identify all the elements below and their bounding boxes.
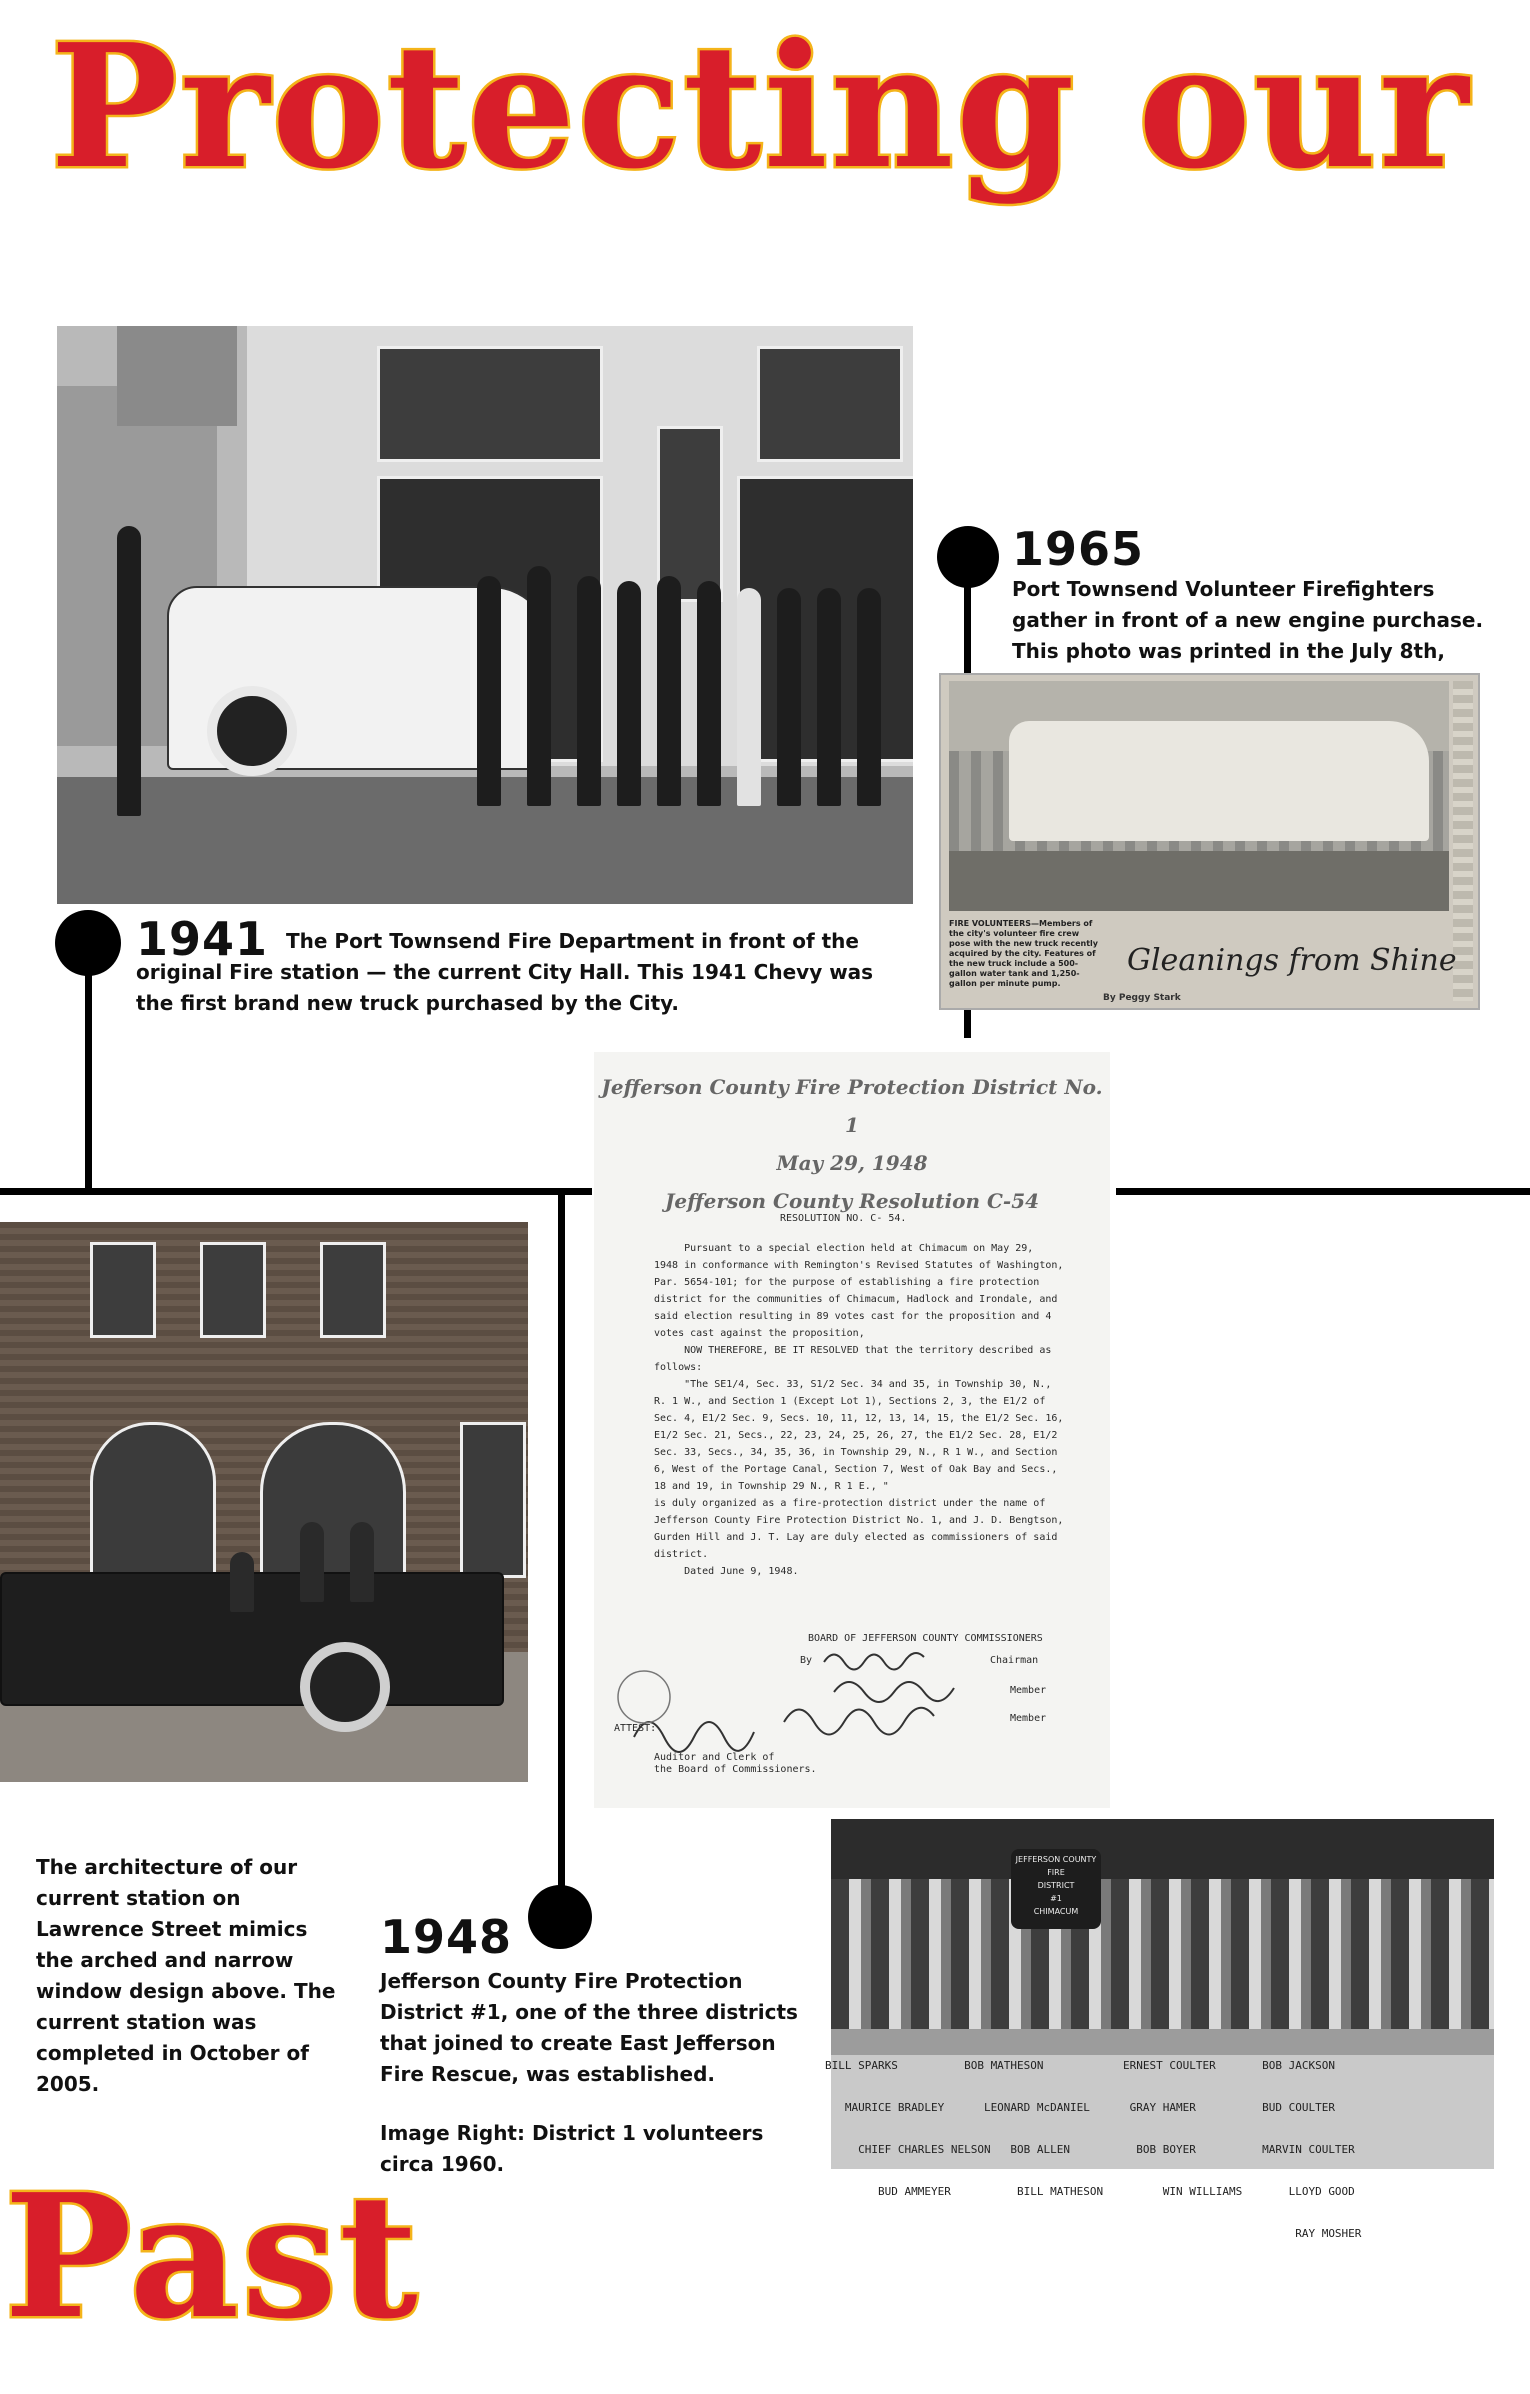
photo-1941-fire-department — [57, 326, 913, 904]
timeline-dot-1941 — [55, 910, 121, 976]
resolution-clerk: Auditor and Clerk of the Board of Commissioners. — [654, 1752, 817, 1775]
photo-1960-district-volunteers — [825, 1819, 1494, 2240]
resolution-signatures — [594, 1642, 1110, 1802]
resolution-header — [594, 1068, 1110, 1220]
timeline-main-right — [1116, 1188, 1530, 1195]
resolution-chairman: Chairman — [990, 1655, 1039, 1666]
timeline-stem-1941 — [85, 938, 92, 1192]
year-1965: 1965 — [1012, 522, 1145, 576]
resolution-board: BOARD OF JEFFERSON COUNTY COMMISSIONERS — [808, 1633, 1043, 1644]
caption-1948: Jefferson County Fire Protection District #1, one of the three districts that joined to create East Jefferson Fire Rescue, was established. — [380, 1969, 798, 2086]
resolution-by: By — [800, 1655, 813, 1666]
volunteer-roster — [825, 2031, 1361, 2269]
caption-1965: Port Townsend Volunteer Firefighters gather in front of a new engine purchase. This photo was printed in the July 8th, — [1012, 577, 1484, 663]
truck-door-label: JEFFERSON COUNTY FIRE DISTRICT #1 CHIMACUM — [1015, 1855, 1097, 1916]
year-1948: 1948 — [380, 1910, 513, 1964]
newspaper-byline: By Peggy Stark — [1103, 993, 1181, 1003]
headline-bottom: Past — [4, 2157, 420, 2357]
resolution-header-line-3: Jefferson County Resolution C-54 — [664, 1189, 1040, 1213]
resolution-number: RESOLUTION NO. C- 54. — [780, 1213, 907, 1224]
resolution-member-2: Member — [1010, 1713, 1047, 1724]
newspaper-photo-caption: FIRE VOLUNTEERS—Members of the city's volunteer fire crew pose with the new truck recently acquired by the city. Features of the new truck include a 500-gallon water tank and 1,250-gallon per minute pump. — [949, 919, 1098, 988]
roster-row-1: BILL SPARKS BOB MATHESON ERNEST COULTER BOB JACKSON — [825, 2059, 1335, 2072]
caption-architecture: The architecture of our current station on Lawrence Street mimics the arched and narrow window design above. The current station was completed in October of 2005. — [36, 1855, 336, 2096]
timeline-dot-1965 — [937, 526, 999, 588]
resolution-document — [594, 1052, 1110, 1808]
headline-top: Protecting our — [50, 7, 1471, 207]
newspaper-photo — [949, 681, 1449, 911]
timeline-stem-1948 — [558, 1190, 565, 1930]
roster-row-2: MAURICE BRADLEY LEONARD McDANIEL GRAY HAMER BUD COULTER — [825, 2101, 1335, 2114]
resolution-header-line-1: Jefferson County Fire Protection District No. 1 — [601, 1075, 1103, 1137]
roster-row-4: BUD AMMEYER BILL MATHESON WIN WILLIAMS LLOYD GOOD — [825, 2185, 1355, 2198]
resolution-member-1: Member — [1010, 1685, 1047, 1696]
year-1941: 1941 — [136, 912, 269, 966]
resolution-body: Pursuant to a special election held at Chimacum on May 29, 1948 in conformance with Remington's Revised Statutes of Washington, Par. 5654-101; for the purpose of establishing a fire protection district for the communities of Chimacum, Hadlock and Irondale, and said election resulting in 89 votes cast for the proposition and 4 votes cast against the proposition, NOW THEREFORE, BE IT RESOLVED that the territory described as follows: "The SE1/4, Sec. 33, S1/2 Sec. 34 and 35, in Township 30, N., R. 1 W., and Section 1 (Except Lot 1), Sections 2, 3, the E1/2 of Sec. 4, E1/2 Sec. 9, Secs. 10, 11, 12, 13, 14, 15, the E1/2 Sec. 16, E1/2 Sec. 21, Secs., 22, 23, 24, 25, 26, 27, the E1/2 Sec. 28, E1/2 Sec. 33, Secs., 34, 35, 36, in Township 29, N., R 1 W., and Section 6, West of the Portage Canal, Section 7, West of Oak Bay and Secs., 18 and 19, in Township 29 N., R 1 E., " is duly organized as a fire-protection district under the name of Jefferson County Fire Protection District No. 1, and J. D. Bengtson, Gurden Hill and J. T. Lay are duly elected as commissioners of said district. Dated June 9, 1948. — [654, 1243, 1064, 1577]
caption-1941: The Port Townsend Fire Department in front of the original Fire station — the current City Hall. This 1941 Chevy was the first brand new truck purchased by the City. — [136, 929, 874, 1015]
roster-row-5: RAY MOSHER — [825, 2227, 1362, 2240]
roster-row-3: CHIEF CHARLES NELSON BOB ALLEN BOB BOYER MARVIN COULTER — [825, 2143, 1355, 2156]
resolution-attest: ATTEST: — [614, 1723, 657, 1734]
caption-1948-image-note: Image Right: District 1 volunteers circa 1960. — [380, 2121, 764, 2176]
photo-1965-newspaper-clipping — [939, 673, 1480, 1010]
resolution-header-line-2: May 29, 1948 — [776, 1151, 928, 1175]
timeline-dot-1948 — [528, 1885, 592, 1949]
newspaper-column-title: Gleanings from Shine — [1127, 943, 1457, 978]
photo-historic-fire-station — [0, 1222, 528, 1782]
